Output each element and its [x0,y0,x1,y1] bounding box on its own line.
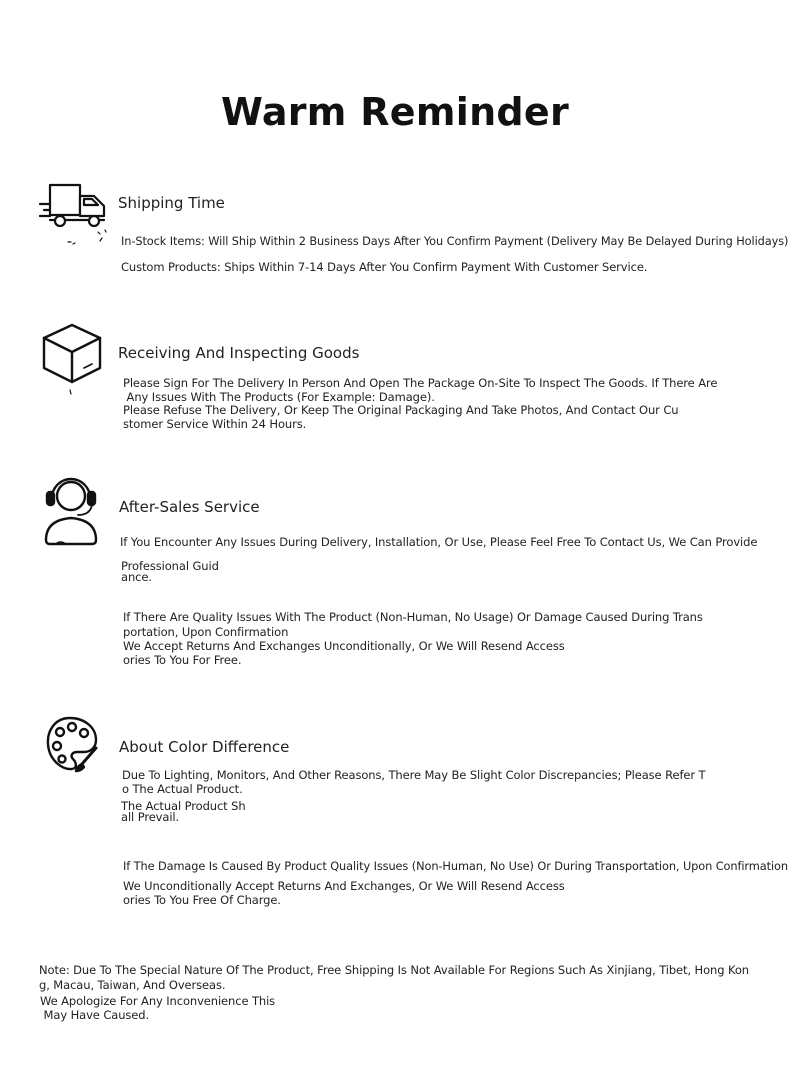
page-title: Warm Reminder [220,90,570,134]
receiving-heading: Receiving And Inspecting Goods [118,344,360,362]
note-line: g, Macau, Taiwan, And Overseas. [39,978,226,992]
receiving-line: stomer Service Within 24 Hours. [123,417,307,431]
aftersales-contact-cont: ance. [121,570,152,584]
color-prevail-line: all Prevail. [121,810,180,824]
receiving-line: Please Sign For The Delivery In Person And Open The Package On-Site To Inspect The Goods. If There Are [123,376,718,390]
delivery-truck-icon [38,182,114,248]
color-discrepancy-line: Due To Lighting, Monitors, And Other Reasons, There May Be Slight Color Discrepancies; Please Refer T [122,768,706,782]
color-heading: About Color Difference [119,738,290,756]
aftersales-contact-text: If You Encounter Any Issues During Delivery, Installation, Or Use, Please Feel Free To Contact Us, We Can Provide [120,535,758,549]
package-box-icon [40,322,106,396]
aftersales-contact-cont: Professional Guid [121,559,219,573]
shipping-instock-text: In-Stock Items: Will Ship Within 2 Business Days After You Confirm Payment (Delivery May Be Delayed During Holidays) [121,234,789,248]
receiving-line: Please Refuse The Delivery, Or Keep The Original Packaging And Take Photos, And Contact Our Cu [123,403,679,417]
aftersales-heading: After-Sales Service [119,498,260,516]
aftersales-returns-line: ories To You For Free. [123,653,242,667]
aftersales-returns-line: If There Are Quality Issues With The Product (Non-Human, No Usage) Or Damage Caused During Trans [123,610,703,624]
palette-icon [44,714,100,774]
receiving-line: Any Issues With The Products (For Example: Damage). [123,390,435,404]
color-returns-line: ories To You Free Of Charge. [123,893,281,907]
color-damage-text: If The Damage Is Caused By Product Quality Issues (Non-Human, No Use) Or During Transportation, Upon Confirmation [123,859,788,873]
note-apology-line: May Have Caused. [40,1008,150,1022]
color-discrepancy-line: o The Actual Product. [122,782,243,796]
note-line: Note: Due To The Special Nature Of The Product, Free Shipping Is Not Available For Regions Such As Xinjiang, Tibet, Hong Kon [39,963,749,977]
shipping-heading: Shipping Time [118,194,225,212]
shipping-custom-text: Custom Products: Ships Within 7-14 Days After You Confirm Payment With Customer Service. [121,260,648,274]
aftersales-returns-line: We Accept Returns And Exchanges Unconditionally, Or We Will Resend Access [123,639,565,653]
color-prevail-line: The Actual Product Sh [121,799,246,813]
aftersales-returns-line: portation, Upon Confirmation [123,625,289,639]
customer-service-headset-icon [42,474,102,550]
color-returns-line: We Unconditionally Accept Returns And Exchanges, Or We Will Resend Access [123,879,565,893]
note-apology-line: We Apologize For Any Inconvenience This [40,994,276,1008]
